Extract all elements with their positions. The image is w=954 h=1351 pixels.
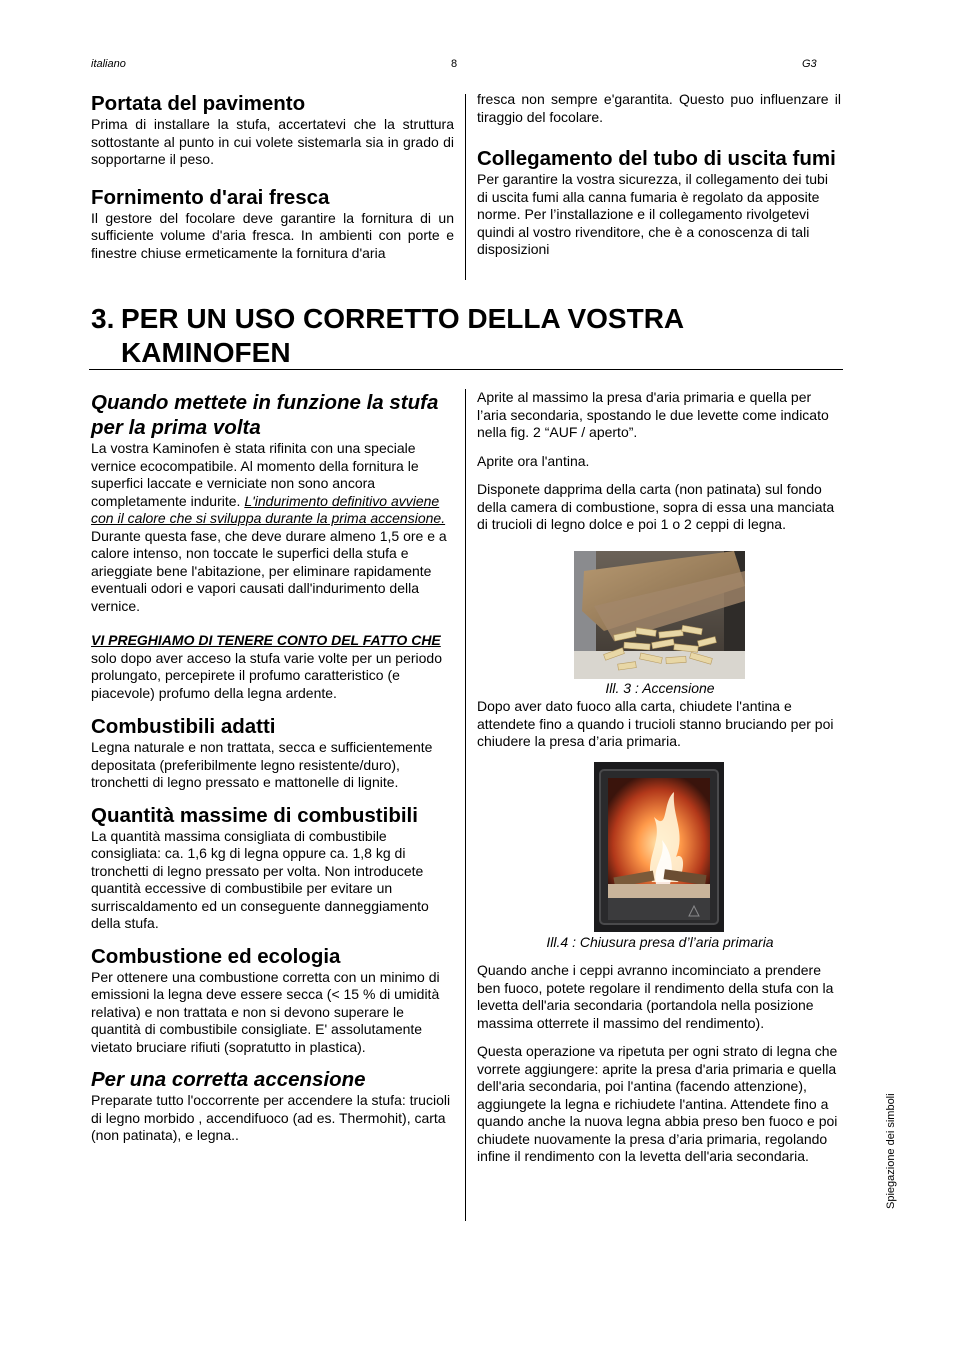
section-title-max-fuel: Quantità massime di combustibili xyxy=(91,803,418,827)
header-model: G3 xyxy=(802,58,817,70)
note-bold: VI PREGHIAMO DI TENERE CONTO DEL FATTO CHE xyxy=(91,632,441,648)
main-right-column xyxy=(477,389,843,534)
section-body-floor: Prima di installare la stufa, accertatevi che la struttura sottostante al punto in cui volete sistemarla sia in grado di sopportarne il peso. xyxy=(91,116,454,167)
section-title-flue: Collegamento del tubo di uscita fumi xyxy=(477,147,836,170)
header-language: italiano xyxy=(91,58,126,70)
section-title-fresh-air: Fornimento d'arai fresca xyxy=(91,185,330,209)
section-title-ecology: Combustione ed ecologia xyxy=(91,944,341,968)
section-title-first-use: Quando mettete in funzione la stufa per la prima volta xyxy=(91,391,439,439)
chapter-underline xyxy=(89,369,843,370)
section-title-floor: Portata del pavimento xyxy=(91,92,306,115)
section-title-fuels: Combustibili adatti xyxy=(91,715,276,738)
first-use-text-1: La vostra Kaminofen è stata rifinita con una speciale vernice ecocompatibile. Al momento della fornitura le superfici laccate e verniciate non sono ancora completamente indurite. xyxy=(91,440,419,509)
paragraph-open-air: Aprite al massimo la presa d'aria primaria e quella per l’aria secondaria, spostando le due levette come indicato nella fig. 2 “AUF / aperto”. xyxy=(477,389,829,440)
section-body-fresh-air-cont: fresca non sempre e'garantita. Questo puo influenzare il tiraggio del focolare. xyxy=(477,91,841,125)
section-body-fuels: Legna naturale e non trattata, secca e sufficientemente depositata (preferibilmente legno resistente/duro), tronchetti di legno pressato e mattonelle di lignite. xyxy=(91,739,433,790)
side-label: Spiegazione dei simboli xyxy=(885,1093,897,1209)
photo-fire xyxy=(594,762,724,932)
section-body-flue: Per garantire la vostra sicurezza, il collegamento dei tubi di uscita fumi alla canna fumaria è regolato da apposite norme. Per l’installazione e il collegamento rivolgetevi quindi al vostro rivenditore, che è a conoscenza di tali disposizioni xyxy=(477,171,828,257)
first-use-underlined: L'indurimento definitivo avviene con il calore che si sviluppa durante la prima accensione. xyxy=(91,492,446,526)
chapter-title: PER UN USO CORRETTO DELLA VOSTRA KAMINOFEN xyxy=(121,303,684,368)
chapter-number: 3. xyxy=(91,303,115,334)
note-body: solo dopo aver acceso la stufa varie volte per un periodo prolungato, percepirete il profumo caratteristico (e piacevole) profumo della legna ardente. xyxy=(91,649,442,701)
top-column-divider xyxy=(465,94,466,280)
main-left-column xyxy=(91,390,455,1145)
top-left-column xyxy=(91,92,454,262)
paragraph-arrange-fuel: Disponete dapprima della carta (non patinata) sul fondo della camera di combustione, sopra di essa una manciata di trucioli di legno dolce e poi 1 o 2 ceppi di legna. xyxy=(477,481,835,532)
paragraph-secondary-air: Quando anche i ceppi avranno incominciato a prendere ben fuoco, potete regolare il rendimento della stufa con la levetta dell'aria secondaria (portandola nella posizione massima otterrete il massimo del rendimento). xyxy=(477,962,834,1031)
caption-ignition: Ill. 3 : Accensione xyxy=(605,680,715,696)
paragraph-close-door: Dopo aver dato fuoco alla carta, chiudete l'antina e attendete fino a quando i trucioli stanno bruciando per poi chiudere la presa d’aria primaria. xyxy=(477,698,834,749)
note-paragraph xyxy=(91,632,455,702)
kindling-photo-icon xyxy=(574,551,745,679)
first-use-text-2: Durante questa fase, che deve durare almeno 1,5 ore e a calore intenso, non toccate le superfici della stufa e arieggiate bene l'abitazione, per eliminare rapidamente eventuali odori e vapori causati dall'indurimento della vernice. xyxy=(91,527,447,614)
paragraph-repeat: Questa operazione va ripetuta per ogni strato di legna che vorrete aggiungere: aprite la presa d'aria primaria e quella dell'aria secondaria, poi l'antina (facendo attenzione), aggiungete la legna e richiudete l'antina. Attendete fino a quando anche la nuova legna abbia preso ben fuoco e poi chiudete nuovamente la presa d’aria primaria, regolando infine il rendimento con la levetta dell'aria secondaria. xyxy=(477,1043,838,1164)
fire-photo-icon xyxy=(594,762,724,932)
header-page-number: 8 xyxy=(451,58,458,70)
photo-ignition xyxy=(574,551,745,679)
right-lower-text xyxy=(477,962,843,1166)
section-body-ignition: Preparate tutto l'occorrente per accendere la stufa: trucioli di legno morbido , accendifuoco (ad es. Thermohit), carta (non patinata), e legna.. xyxy=(91,1092,451,1143)
section-body-first-use xyxy=(91,440,455,615)
section-body-max-fuel: La quantità massima consigliata di combustibile consigliata: ca. 1,6 kg di legna oppure ca. 1,8 kg di tronchetti di legno pressato per volta. Non introducete quantità eccessive di combustibile per evitare un surriscaldamento ed un conseguente danneggiamento della stufa. xyxy=(91,827,429,931)
main-column-divider xyxy=(465,389,466,1221)
section-body-fresh-air: Il gestore del focolare deve garantire la fornitura di un sufficiente volume d'aria fresca. In ambienti con porte e finestre chiuse ermeticamente la fornitura d'aria xyxy=(91,209,454,261)
section-body-ecology: Per ottenere una combustione corretta con un minimo di emissioni la legna deve essere secca (< 15 % di umidità relativa) e non trattata e non si devono superare le quantità di combustibile consigliate. E' assolutamente vietato bruciare rifiuti (sopratutto in plastica). xyxy=(91,968,440,1055)
top-right-column xyxy=(477,91,841,259)
paragraph-open-door: Aprite ora l'antina. xyxy=(477,452,590,469)
caption-primary-air: Ill.4 : Chiusura presa d’l’aria primaria xyxy=(546,934,774,950)
section-title-ignition: Per una corretta accensione xyxy=(91,1068,366,1091)
